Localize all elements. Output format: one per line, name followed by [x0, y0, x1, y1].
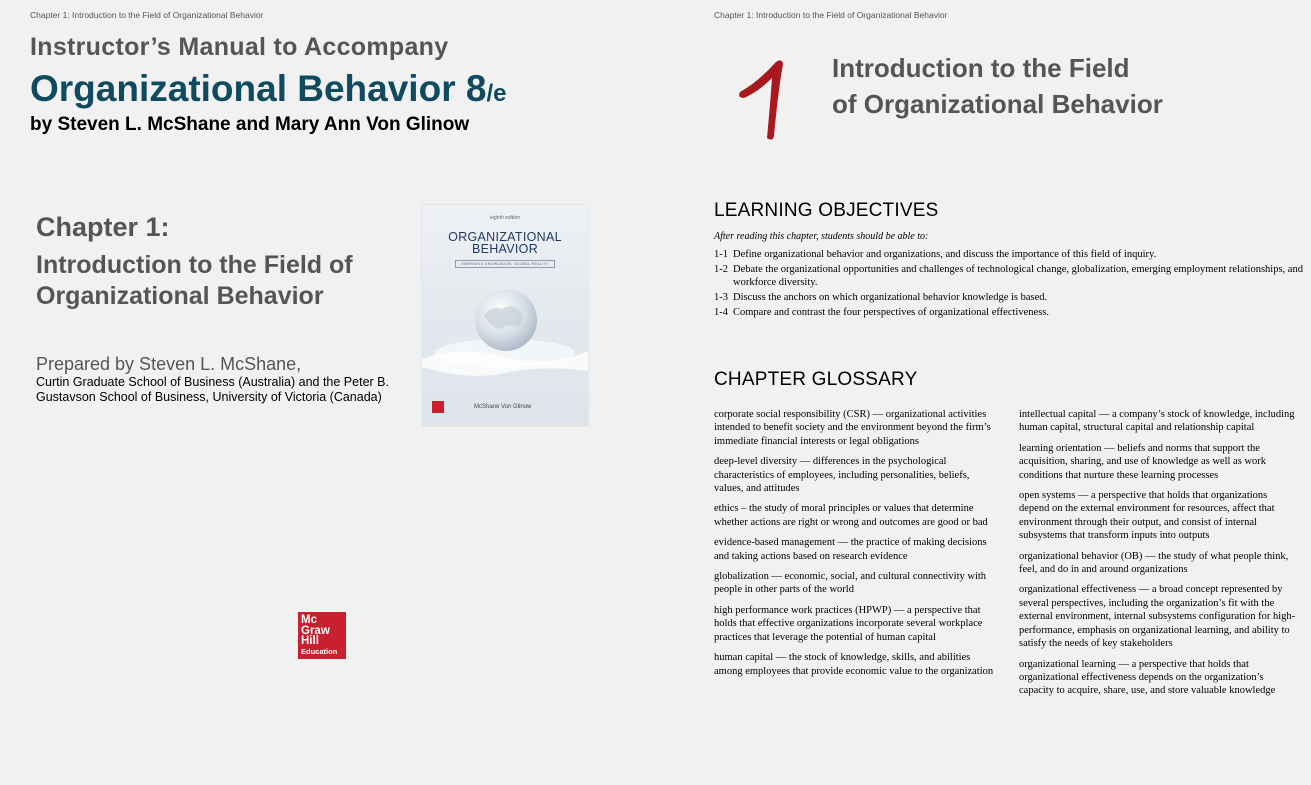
book-cover-image [422, 205, 588, 426]
book-title-text: Organizational Behavior 8 [30, 68, 487, 109]
cover-title-line1: ORGANIZATIONAL [448, 230, 562, 244]
globe-splash-illustration [422, 275, 588, 395]
glossary-entry: ethics – the study of moral principles or values that determine whether actions are right or wrong and outcomes are good or bad [714, 503, 988, 528]
mcgraw-hill-logo [298, 612, 346, 659]
chapter-heading-line2: of Organizational Behavior [832, 89, 1163, 119]
chapter-label: Chapter 1: [36, 212, 170, 242]
book-edition: /e [486, 80, 507, 107]
glossary-entry: corporate social responsibility (CSR) — organizational activities intended to benefit society and the environment beyond the firm’s immediate financial interests or legal obligations [714, 409, 991, 447]
objective-text: Debate the organizational opportunities and challenges of technological change, globalization, emerging employment relationships, and workforce diversity. [733, 264, 1303, 288]
manual-title: Instructor’s Manual to Accompany [30, 33, 449, 61]
cover-title-line2: BEHAVIOR [471, 242, 539, 256]
glossary-entry: high performance work practices (HPWP) — a perspective that holds that effective organizations incorporate several workplace practices that leverage the potential of human capital [714, 604, 983, 643]
prepared-by: Prepared by Steven L. McShane, [36, 354, 302, 374]
chapter-title: Introduction to the Field of Organizational Behavior [36, 251, 353, 310]
objective-text: Define organizational behavior and organizations, and discuss the importance of this field of inquiry. [733, 249, 1157, 260]
glossary-entry: organizational effectiveness — a broad concept represented by several perspectives, including the organization’s fit with the external environment, internal subsystems configuration for high-performance, emphasis on organizational learning, and ability to satisfy the needs of key stakeholders [1019, 584, 1296, 650]
running-head: Chapter 1: Introduction to the Field of Organizational Behavior [714, 10, 948, 20]
objective-number: 1-3 [714, 292, 728, 303]
objective-number: 1-2 [714, 264, 728, 275]
glossary-entry: globalization — economic, social, and cultural connectivity with people in other parts of the world [714, 571, 987, 596]
glossary-column-2 [1019, 408, 1299, 705]
right-page [656, 0, 1311, 785]
objective-text: Discuss the anchors on which organizational behavior knowledge is based. [733, 292, 1048, 303]
cover-title [422, 231, 588, 255]
glossary-entry: open systems — a perspective that holds that organizations depend on the external environment for resources, affect that environment through their output, and consist of internal subsystems that transform inputs into outputs [1019, 490, 1275, 542]
learning-objectives-list [714, 248, 1304, 321]
cover-authors: McShane Von Glinow [474, 404, 532, 410]
glossary-column-1 [714, 408, 994, 685]
left-page [0, 0, 655, 785]
list-item [714, 263, 1304, 289]
glossary-entry: learning orientation — beliefs and norms that support the acquisition, sharing, and use of knowledge as well as work conditions that nurture these learning processes [1019, 442, 1266, 481]
list-item [714, 306, 1304, 319]
glossary-entry: organizational learning — a perspective that holds that organizational effectiveness depends on the organization’s capacity to acquire, share, use, and store valuable knowledge [1019, 658, 1276, 697]
glossary-entry: human capital — the stock of knowledge, skills, and abilities among employees that provide economic value to the organization [714, 652, 994, 677]
affiliation: Curtin Graduate School of Business (Australia) and the Peter B. Gustavson School of Business, University of Victoria (Canada) [36, 375, 389, 404]
glossary-heading: CHAPTER GLOSSARY [714, 369, 918, 390]
glossary-entry: deep-level diversity — differences in the psychological characteristics of employees, including personalities, beliefs, values, and attitudes [714, 456, 970, 495]
cover-edition: eighth edition [490, 215, 520, 221]
logo-line2: Graw [301, 624, 330, 637]
glossary-entry: intellectual capital — a company’s stock of knowledge, including human capital, structural capital and relationship capital [1019, 409, 1295, 434]
objective-number: 1-1 [714, 249, 728, 260]
book-title [30, 68, 506, 110]
learning-objectives-intro: After reading this chapter, students should be able to: [714, 231, 929, 242]
list-item [714, 248, 1304, 261]
chapter-heading-line1: Introduction to the Field [832, 53, 1130, 83]
cover-subtitle: EMERGING KNOWLEDGE. GLOBAL REALITY [455, 260, 555, 268]
running-head: Chapter 1: Introduction to the Field of Organizational Behavior [30, 10, 264, 20]
chapter-heading [832, 50, 1163, 122]
objective-text: Compare and contrast the four perspectives of organizational effectiveness. [733, 307, 1049, 318]
glossary-entry: evidence-based management — the practice of making decisions and taking actions based on research evidence [714, 537, 987, 562]
glossary-entry: organizational behavior (OB) — the study of what people think, feel, and do in and around organizations [1019, 550, 1289, 576]
logo-line4: Education [301, 646, 338, 656]
objective-number: 1-4 [714, 307, 728, 318]
authors-line: by Steven L. McShane and Mary Ann Von Glinow [30, 114, 470, 135]
learning-objectives-heading: LEARNING OBJECTIVES [714, 200, 939, 221]
chapter-number-graphic [736, 56, 806, 142]
list-item [714, 291, 1304, 304]
cover-publisher-logo [432, 401, 444, 413]
logo-line3: Hill [301, 635, 319, 647]
logo-line1: Mc [301, 614, 317, 626]
